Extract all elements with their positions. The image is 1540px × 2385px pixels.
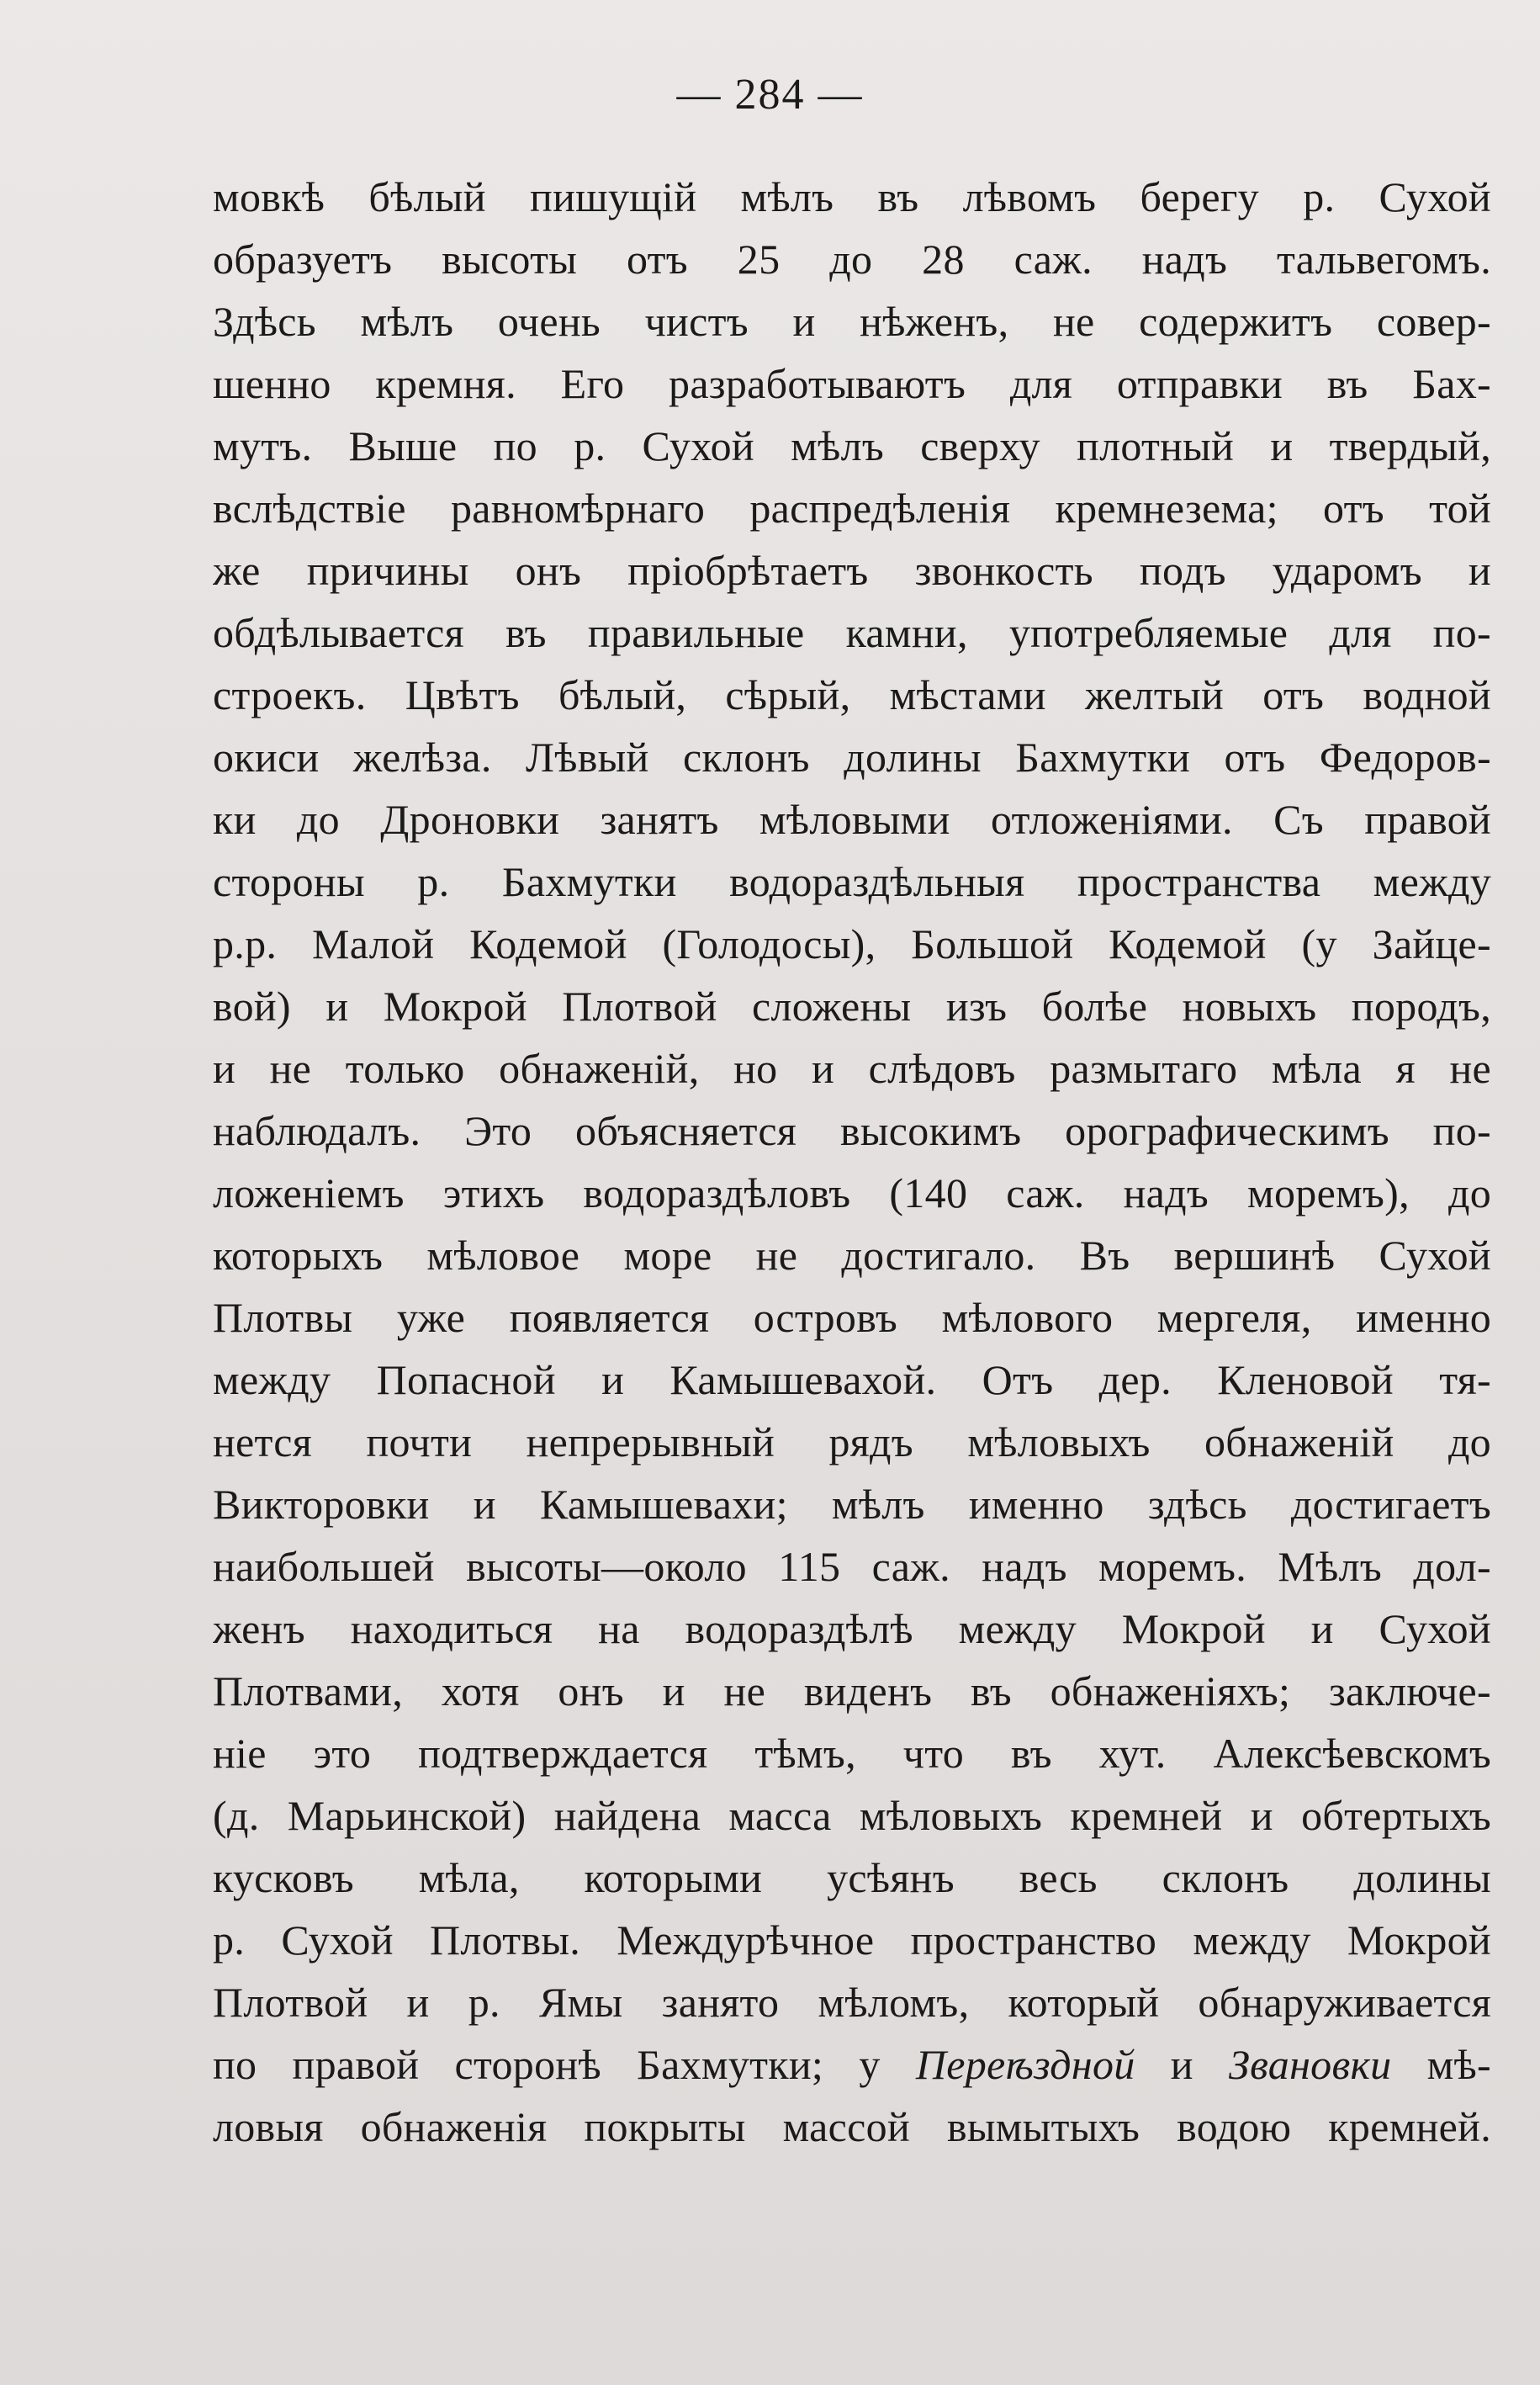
text-line: которыхъ мѣловое море не достигало. Въ вершинѣ Сухой	[213, 1232, 1491, 1279]
text-segment: по правой сторонѣ Бахмутки; у	[213, 2041, 916, 2088]
text-line: (д. Марьинской) найдена масса мѣловыхъ кремней и обтертыхъ	[213, 1792, 1491, 1839]
text-line: наблюдалъ. Это объясняется высокимъ орографическимъ по-	[213, 1107, 1491, 1154]
text-line: р.р. Малой Кодемой (Голодосы), Большой Кодемой (у Зайце-	[213, 920, 1491, 967]
text-line: окиси желѣза. Лѣвый склонъ долины Бахмутки отъ Федоров-	[213, 734, 1491, 781]
text-line: Викторовки и Камышевахи; мѣлъ именно здѣсь достигаетъ	[213, 1481, 1491, 1528]
text-line: между Попасной и Камышевахой. Отъ дер. Кленовой тя-	[213, 1356, 1491, 1403]
text-line: Плотвами, хотя онъ и не виденъ въ обнаженіяхъ; заключе-	[213, 1667, 1491, 1715]
text-line: Плотвой и р. Ямы занято мѣломъ, который обнаруживается	[213, 1979, 1491, 2026]
text-line: кусковъ мѣла, которыми усѣянъ весь склонъ долины	[213, 1854, 1491, 1901]
text-line: мовкѣ бѣлый пишущій мѣлъ въ лѣвомъ берегу р. Сухой	[213, 173, 1491, 220]
text-line: стороны р. Бахмутки водораздѣльныя пространства между	[213, 858, 1491, 905]
text-line: обдѣлывается въ правильные камни, употребляемые для по-	[213, 609, 1491, 656]
text-segment: мѣ-	[1391, 2041, 1491, 2088]
text-line: нется почти непрерывный рядъ мѣловыхъ обнаженій до	[213, 1418, 1491, 1465]
text-line: наибольшей высоты—около 115 саж. надъ моремъ. Мѣлъ дол-	[213, 1543, 1491, 1590]
page-number: — 284 —	[676, 71, 864, 119]
text-line: р. Сухой Плотвы. Междурѣчное пространство между Мокрой	[213, 1916, 1491, 1964]
text-line: строекъ. Цвѣтъ бѣлый, сѣрый, мѣстами желтый отъ водной	[213, 671, 1491, 718]
text-line: образуетъ высоты отъ 25 до 28 саж. надъ тальвегомъ.	[213, 236, 1491, 283]
text-line: ніе это подтверждается тѣмъ, что въ хут. Алексѣевскомъ	[213, 1730, 1491, 1777]
text-line: женъ находиться на водораздѣлѣ между Мокрой и Сухой	[213, 1605, 1491, 1652]
text-line: ки до Дроновки занятъ мѣловыми отложеніями. Съ правой	[213, 796, 1491, 843]
body-text	[213, 166, 1491, 2158]
place-name-zvanovka: Звановки	[1229, 2041, 1392, 2088]
text-line: Здѣсь мѣлъ очень чистъ и нѣженъ, не содержитъ совер-	[213, 298, 1491, 345]
text-line: ловыя обнаженія покрыты массой вымытыхъ водою кремней.	[213, 2103, 1491, 2150]
text-line: Плотвы уже появляется островъ мѣлового мергеля, именно	[213, 1294, 1491, 1341]
text-line: шенно кремня. Его разработываютъ для отправки въ Бах-	[213, 360, 1491, 407]
text-line: же причины онъ пріобрѣтаетъ звонкость подъ ударомъ и	[213, 547, 1491, 594]
text-line: вой) и Мокрой Плотвой сложены изъ болѣе новыхъ породъ,	[213, 983, 1491, 1030]
text-line: и не только обнаженій, но и слѣдовъ размытаго мѣла я не	[213, 1045, 1491, 1092]
text-line: вслѣдствіе равномѣрнаго распредѣленія кремнезема; отъ той	[213, 485, 1491, 532]
text-segment: и	[1135, 2041, 1230, 2088]
text-line-with-place-names	[213, 2033, 1491, 2096]
place-name-pereezdnaya: Переѣздной	[915, 2041, 1135, 2088]
text-line: мутъ. Выше по р. Сухой мѣлъ сверху плотный и твердый,	[213, 422, 1491, 469]
text-line: ложеніемъ этихъ водораздѣловъ (140 саж. надъ моремъ), до	[213, 1169, 1491, 1216]
